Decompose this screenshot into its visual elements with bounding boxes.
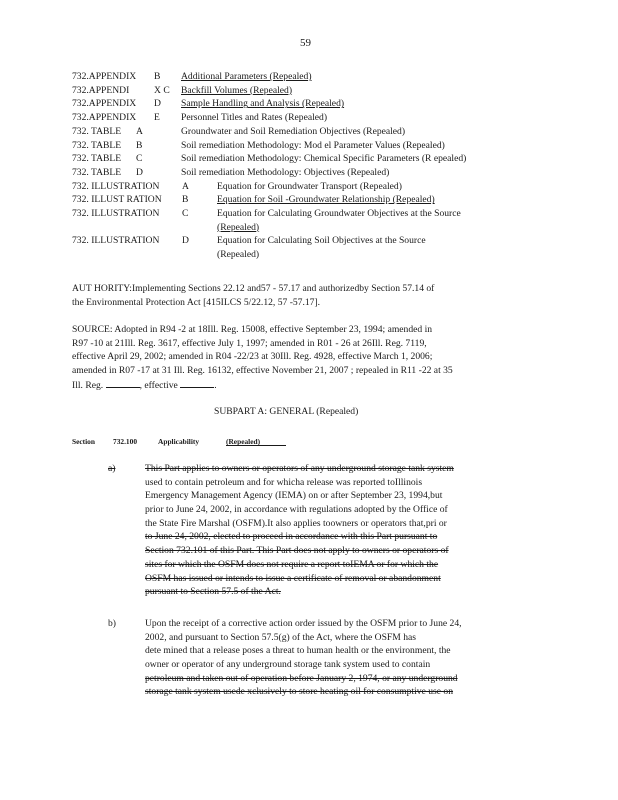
item-line: petroleum and taken out of operation before January 2, 1974, or any underground: [145, 672, 458, 684]
item-line: This Part applies to owners or operators of any underground storage tank system: [145, 463, 454, 474]
toc-part-title: Equation for Calculating Groundwater Objectives at the Source: [217, 208, 461, 219]
item-line: used to contain petroleum and for whicha release was reported toIllinois: [145, 476, 423, 488]
toc-part-label: 732. ILLUST RATION: [72, 194, 162, 206]
item-line: owner or operator of any underground storage tank system used to contain: [145, 659, 431, 671]
item-line: storage tank system usede xclusively to store heating oil for consumptive use on: [145, 686, 454, 698]
item-line: prior to June 24, 2002, in accordance with regulations adopted by the Office of: [145, 504, 448, 516]
source-line: R97 -10 at 21Ill. Reg. 3617, effective July 1, 1997; amended in R01 - 26 at 26Ill. Reg. 7119,: [72, 337, 427, 349]
toc-part-letter: D: [136, 166, 143, 178]
toc-part-title: Groundwater and Soil Remediation Objectives (Repealed): [181, 125, 406, 137]
item-body: [145, 462, 542, 599]
blank-date: [180, 378, 214, 388]
item-line: the State Fire Marshal (OSFM).It also applies toowners or operators that,pri or: [145, 517, 447, 529]
section-label: Section: [72, 437, 95, 446]
item-label: a): [108, 463, 116, 474]
toc-part-label: 732. TABLE: [72, 166, 122, 178]
item-line: pursuant to Section 57.5 of the Act.: [145, 586, 281, 598]
source-line: [72, 378, 542, 393]
page-number: 59: [300, 37, 311, 49]
authority-note: [72, 282, 542, 309]
toc-part-label: 732. TABLE: [72, 153, 122, 165]
section-title: Applicability: [158, 437, 200, 446]
toc-part-title: (Repealed): [217, 221, 260, 233]
toc-part-letter: A: [136, 125, 143, 137]
toc-part-letter: B: [182, 194, 189, 206]
toc-part-title: Equation for Groundwater Transport (Repealed): [217, 180, 402, 192]
item-line: Section 732.101 of this Part. This Part does not apply to owners or operators of: [145, 545, 449, 557]
item-line: sites for which the OSFM does not require a report toIEMA or for which the: [145, 558, 439, 570]
toc-part-letter: D: [154, 98, 161, 110]
source-text: Ill. Reg.: [72, 379, 104, 391]
source-line: amended in R07 -17 at 31 Ill. Reg. 16132, effective November 21, 2007 ; repealed in R11 -22 at 35: [72, 365, 453, 377]
toc-part-label: 732.APPENDIX: [72, 71, 137, 82]
toc-part-label: 732.APPENDIX: [72, 112, 137, 124]
toc-part-label: 732.APPENDIX: [72, 98, 137, 110]
toc-part-letter: B: [154, 71, 161, 82]
item-line: to June 24, 2002, elected to proceed in accordance with this Part pursuant to: [145, 531, 438, 543]
toc-part-letter: E: [154, 112, 160, 124]
toc-part-label: 732. ILLUSTRATION: [72, 235, 160, 247]
section-number: 732.100: [113, 437, 138, 446]
subpart-heading: SUBPART A: GENERAL (Repealed): [214, 406, 359, 417]
toc-part-letter: C: [182, 208, 189, 219]
item-line: 2002, and pursuant to Section 57.5(g) of the Act, where the OSFM has: [145, 631, 416, 643]
toc-part-title: Sample Handling and Analysis (Repealed): [181, 98, 345, 110]
toc-part-title: Equation for Soil -Groundwater Relationship (Repealed): [217, 194, 435, 206]
source-line: SOURCE: Adopted in R94 -2 at 18Ill. Reg. 15008, effective September 23, 1994; amended in: [72, 324, 433, 335]
toc-part-title: Soil remediation Methodology: Mod el Parameter Values (Repealed): [181, 139, 445, 151]
section-rule: [226, 445, 286, 446]
toc-part-title: Soil remediation Methodology: Chemical Specific Parameters (R epealed): [181, 153, 467, 165]
toc-part-letter: D: [182, 235, 189, 247]
toc-part-title: Soil remediation Methodology: Objectives (Repealed): [181, 166, 390, 178]
toc-part-title: (Repealed): [217, 249, 260, 261]
toc-part-label: 732. ILLUSTRATION: [72, 208, 160, 219]
toc-part-label: 732. TABLE: [72, 125, 122, 137]
toc-part-label: 732. ILLUSTRATION: [72, 180, 160, 192]
toc-part-title: Additional Parameters (Repealed): [181, 71, 312, 82]
authority-line: the Environmental Protection Act [415ILCS 5/22.12, 57 -57.17].: [72, 296, 321, 308]
toc-part-label: 732.APPENDI: [72, 84, 130, 96]
blank-volume: [106, 378, 140, 388]
toc-part-letter: B: [136, 139, 143, 151]
item-line: dete mined that a release poses a threat to human health or the environment, the: [145, 645, 451, 657]
source-text: , effective: [139, 379, 178, 391]
item-line: Upon the receipt of a corrective action order issued by the OSFM prior to June 24,: [145, 618, 462, 629]
item-line: OSFM has issued or intends to issue a certificate of removal or abandonment: [145, 572, 441, 584]
source-text: .: [214, 379, 217, 391]
toc-part-title: Backfill Volumes (Repealed): [181, 84, 293, 96]
source-line: effective April 29, 2002; amended in R04 -22/23 at 30Ill. Reg. 4928, effective March 1, 2006;: [72, 351, 433, 363]
authority-line: AUT HORITY:Implementing Sections 22.12 and57 - 57.17 and authorizedby Section 57.14 of: [72, 283, 435, 294]
item-line: Emergency Management Agency (IEMA) on or after September 23, 1994,but: [145, 490, 443, 502]
toc-part-title: Equation for Calculating Soil Objectives at the Source: [217, 235, 426, 247]
section-status: (Repealed): [226, 437, 261, 446]
item-body: [145, 617, 542, 699]
toc-part-letter: X C: [154, 84, 170, 96]
toc-part-letter: A: [182, 180, 189, 192]
toc-part-label: 732. TABLE: [72, 139, 122, 151]
item-label: b): [108, 618, 116, 629]
toc-part-letter: C: [136, 153, 143, 165]
toc-part-title: Personnel Titles and Rates (Repealed): [181, 112, 328, 124]
source-note: [72, 323, 542, 393]
